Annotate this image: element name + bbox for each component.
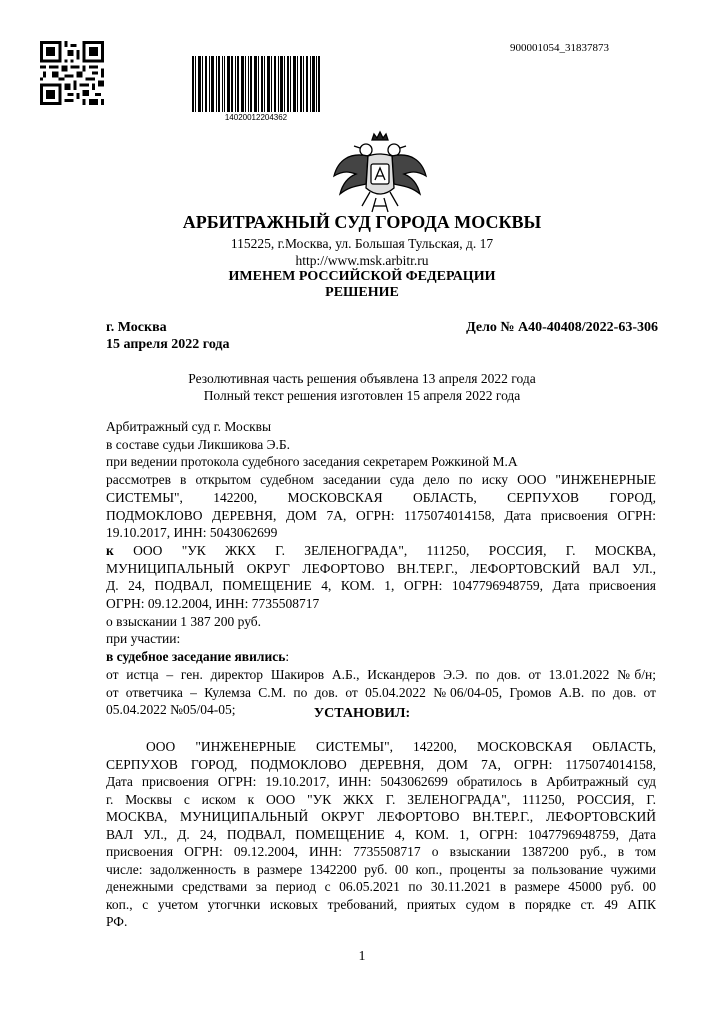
- qr-code: [40, 41, 104, 105]
- court-url: http://www.msk.arbitr.ru: [295, 253, 429, 268]
- paragraph-line: денежными средствами за период с 06.05.2021 по 30.11.2021 в размере 45000 руб. 00: [106, 879, 656, 894]
- court-title: АРБИТРАЖНЫЙ СУД ГОРОДА МОСКВЫ: [182, 212, 542, 232]
- barcode-number: 14020012204362: [224, 113, 288, 122]
- decision-heading: РЕШЕНИЕ: [325, 285, 399, 300]
- defendant-line: МУНИЦИПАЛЬНЫЙ ОКРУГ ЛЕФОРТОВО ВН.ТЕР.Г., ЛЕФОРТОВСКИЙ ВАЛ УЛ.,: [106, 560, 656, 576]
- case-details: [106, 418, 656, 719]
- body-line: СИСТЕМЫ", 142200, МОСКОВСКАЯ ОБЛАСТЬ, СЕРПУХОВ ГОРОД,: [106, 489, 656, 505]
- defendant-prefix: к: [106, 542, 114, 558]
- appeared-label: в судебное заседание явились: [106, 649, 286, 665]
- body-line: ПОДМОКЛОВО ДЕРЕВНЯ, ДОМ 7А, ОГРН: 1175074014158, Дата присвоения ОГРН:: [106, 507, 656, 523]
- body-line: 19.10.2017, ИНН: 5043062699: [106, 525, 278, 541]
- plaintiff-representatives: от истца – ген. директор Шакиров А.Б., Искандеров Э.Э. по дов. от 13.01.2022 №б/н;: [106, 666, 656, 682]
- city: г. Москва: [106, 320, 167, 335]
- defendant-text: ООО "УК ЖКХ Г. ЗЕЛЕНОГРАДА", 111250, РОССИЯ, Г. МОСКВА,: [133, 542, 657, 558]
- participation-label: при участии:: [106, 631, 181, 647]
- resolution-announced: Резолютивная часть решения объявлена 13 апреля 2022 года: [188, 371, 536, 386]
- coat-of-arms-emblem: [330, 126, 430, 218]
- page-number: 1: [358, 949, 366, 964]
- defendant-representatives-cont: 05.04.2022 №05/04-05;: [106, 702, 236, 718]
- paragraph-line: коп., с учетом утогчнки исковых требований, приятых судом в порядке ст. 49 АПК: [106, 896, 656, 912]
- body-line: Арбитражный суд г. Москвы: [106, 419, 272, 434]
- defendant-representatives: от ответчика – Кулемза С.М. по дов. от 05.04.2022 №06/04-05, Громов А.В. по дов. от: [106, 684, 656, 700]
- paragraph-line: МОСКВА, МУНИЦИПАЛЬНЫЙ ОКРУГ ЛЕФОРТОВО ВН.ТЕР.Г., ЛЕФОРТОВСКИЙ: [106, 809, 656, 824]
- in-name-heading: ИМЕНЕМ РОССИЙСКОЙ ФЕДЕРАЦИИ: [228, 269, 496, 284]
- document-id: 900001054_31837873: [510, 42, 609, 54]
- case-number: Дело № А40-40408/2022-63-306: [466, 320, 658, 335]
- body-line: рассмотрев в открытом судебном заседании суда дело по иску ООО "ИНЖЕНЕРНЫЕ: [106, 472, 656, 488]
- paragraph-line: г. Москвы с иском к ООО "УК ЖКХ Г. ЗЕЛЕНОГРАДА", 111250, РОССИЯ, Г.: [106, 791, 656, 807]
- court-address: 115225, г.Москва, ул. Большая Тульская, д. 17: [230, 236, 494, 251]
- paragraph-line: присвоения ОГРН: 09.12.2004, ИНН: 7735508717 о взыскании 1387200 руб., в том: [106, 844, 656, 859]
- body-line: при ведении протокола судебного заседания секретарем Рожкиной М.А: [106, 454, 518, 470]
- paragraph-line: числе: задолженность в размере 1342200 руб. 00 коп., проценты за пользование чужими: [106, 861, 656, 877]
- body-line: в составе судьи Ликшикова Э.Б.: [106, 436, 291, 452]
- appeared-line: [106, 648, 656, 666]
- paragraph-line: СЕРПУХОВ ГОРОД, ПОДМОКЛОВО ДЕРЕВНЯ, ДОМ 7А, ОГРН: 1175074014158,: [106, 756, 656, 772]
- defendant-line: Д. 24, ПОДВАЛ, ПОМЕЩЕНИЕ 4, КОМ. 1, ОГРН: 1047796948759, Дата присвоения: [106, 578, 656, 594]
- decision-date: 15 апреля 2022 года: [106, 337, 230, 352]
- barcode: [192, 56, 320, 112]
- paragraph-line: ООО "ИНЖЕНЕРНЫЕ СИСТЕМЫ", 142200, МОСКОВСКАЯ ОБЛАСТЬ,: [146, 739, 656, 754]
- full-text-date: Полный текст решения изготовлен 15 апреля 2022 года: [203, 388, 521, 403]
- paragraph-line: Дата присвоения ОГРН: 19.10.2017, ИНН: 5043062699 обратилось в Арбитражный суд: [106, 774, 656, 789]
- paragraph-line: РФ.: [106, 914, 128, 929]
- appeared-colon: :: [285, 649, 290, 665]
- claim-amount: о взыскании 1 387 200 руб.: [106, 613, 262, 629]
- defendant-line: ОГРН: 09.12.2004, ИНН: 7735508717: [106, 596, 320, 612]
- established-paragraph: [106, 738, 656, 931]
- defendant-line: [106, 542, 656, 560]
- established-heading: УСТАНОВИЛ:: [313, 706, 411, 721]
- paragraph-line: ВАЛ УЛ., Д. 24, ПОДВАЛ, ПОМЕЩЕНИЕ 4, КОМ. 1, ОГРН: 1047796948759, Дата: [106, 826, 656, 842]
